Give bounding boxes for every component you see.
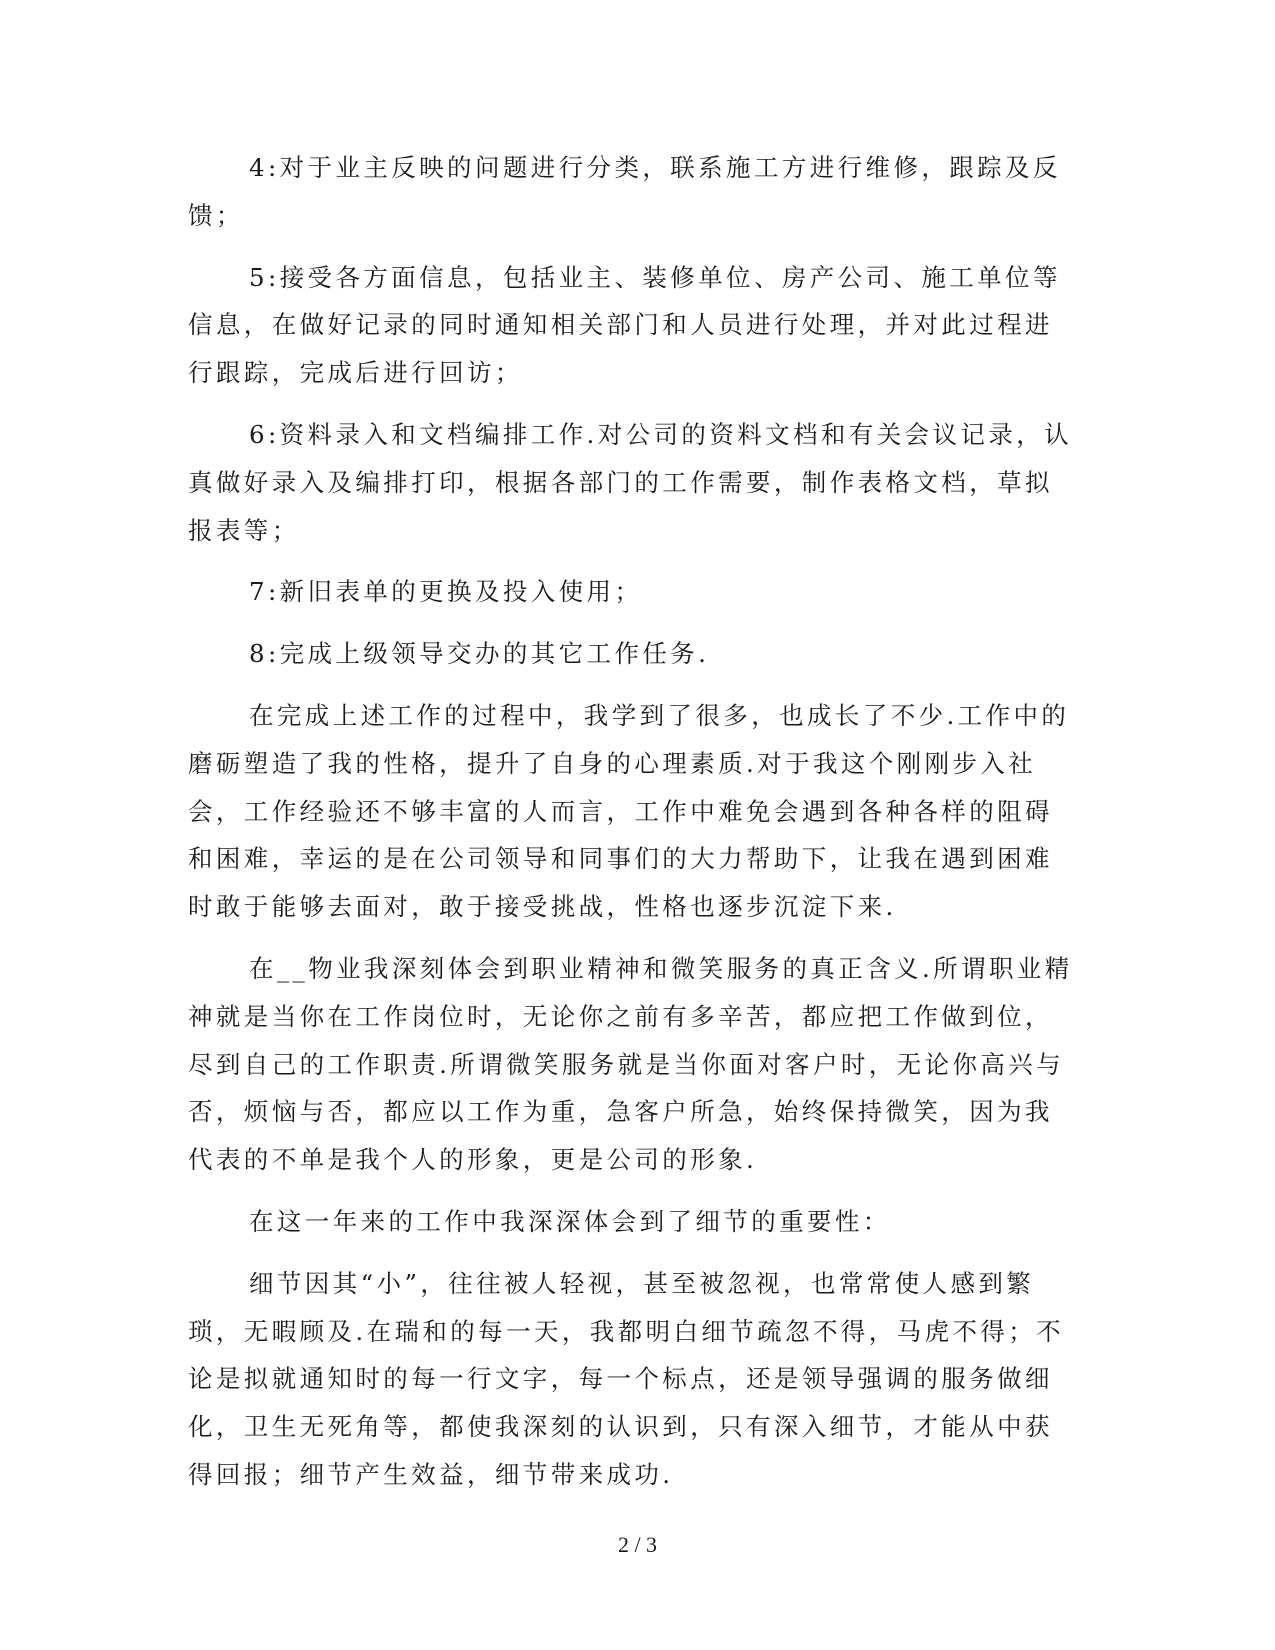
paragraph-item-8: 8:完成上级领导交办的其它工作任务.	[249, 639, 710, 669]
paragraph-details-intro: 在这一年来的工作中我深深体会到了细节的重要性：	[249, 1206, 891, 1236]
page-number: 2 / 3	[617, 1532, 658, 1557]
paragraph-details: 细节因其“小”，往往被人轻视，甚至被忽视，也常常使人感到繁琐，无暇顾及.在瑞和的每一天，我都明白细节疏忽不得，马虎不得；不论是拟就通知时的每一行文字，每一个标点，还是领导强调的服务做细化，卫生无死角等，都使我深刻的认识到，只有深入细节，才能从中获得回报；细节产生效益，细节带来成功.	[188, 1268, 1065, 1489]
paragraph-item-5: 5:接受各方面信息，包括业主、装修单位、房产公司、施工单位等信息，在做好记录的同时通知相关部门和人员进行处理，并对此过程进行跟踪，完成后进行回访；	[188, 262, 1061, 388]
paragraph-item-4: 4:对于业主反映的问题进行分类，联系施工方进行维修，跟踪及反馈；	[188, 153, 1061, 230]
paragraph-item-6: 6:资料录入和文档编排工作.对公司的资料文档和有关会议记录，认真做好录入及编排打印，根据各部门的工作需要，制作表格文档，草拟报表等；	[188, 419, 1073, 545]
document-body	[188, 144, 1078, 1513]
paragraph-professionalism: 在__物业我深刻体会到职业精神和微笑服务的真正含义.所谓职业精神就是当你在工作岗位时，无论你之前有多辛苦，都应把工作做到位，尽到自己的工作职责.所谓微笑服务就是当你面对客户时，无论你高兴与否，烦恼与否，都应以工作为重，急客户所急，始终保持微笑，因为我代表的不单是我个人的形象，更是公司的形象.	[188, 953, 1073, 1175]
paragraph-item-7: 7:新旧表单的更换及投入使用；	[249, 577, 643, 607]
paragraph-growth: 在完成上述工作的过程中，我学到了很多，也成长了不少.工作中的磨砺塑造了我的性格，提升了自身的心理素质.对于我这个刚刚步入社会，工作经验还不够丰富的人而言，工作中难免会遇到各种各样的阻碍和困难，幸运的是在公司领导和同事们的大力帮助下，让我在遇到困难时敢于能够去面对，敢于接受挑战，性格也逐步沉淀下来.	[188, 700, 1070, 922]
